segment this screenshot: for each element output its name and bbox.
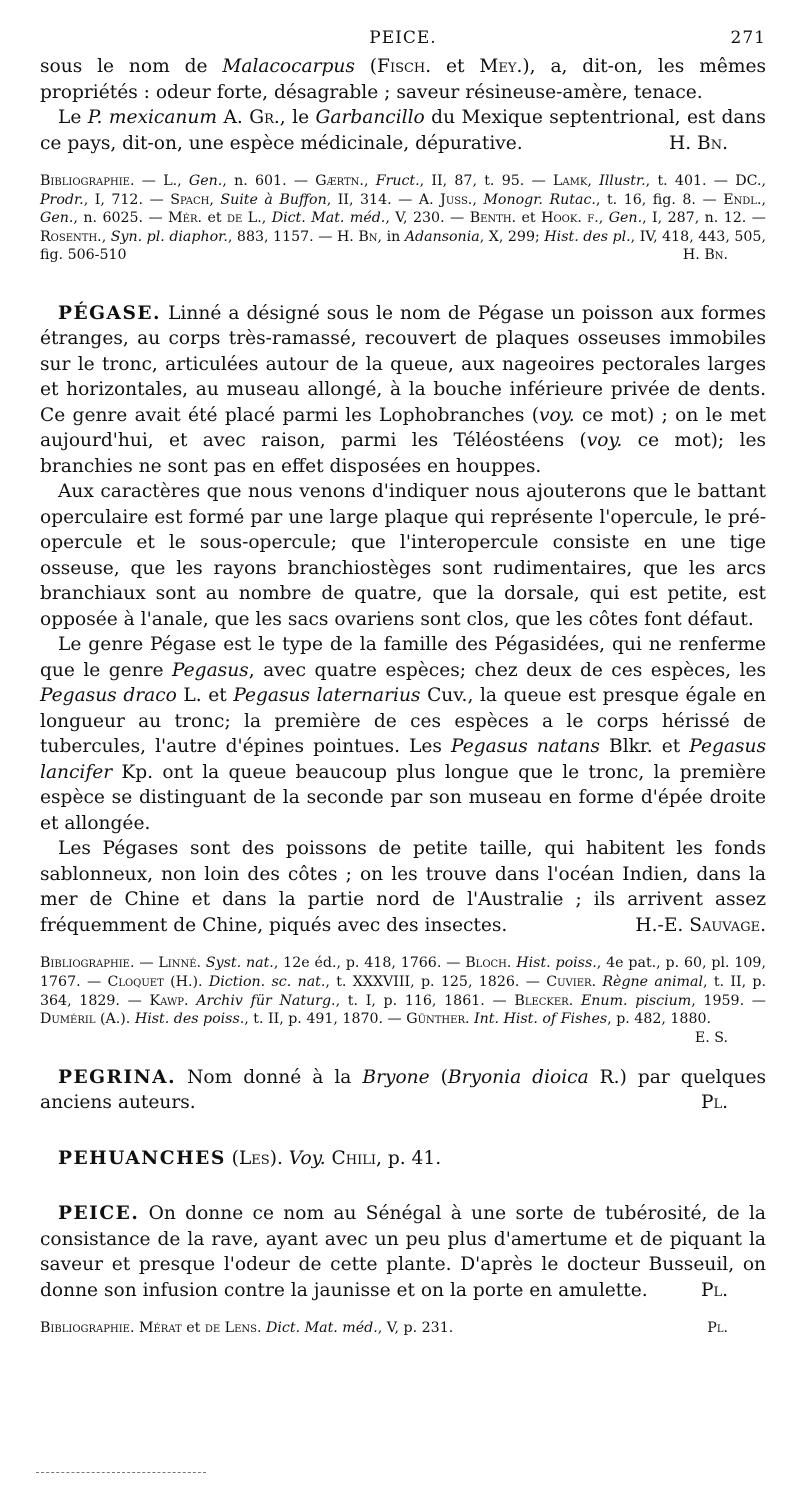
running-head — [40, 28, 766, 54]
pegase-paragraph-2: Aux caractères que nous venons d'indiquer nous ajouterons que le battant operculaire est formé par une large plaque qui représente l'opercule, le pré-opercule et le sous-opercule; que l'interopercule consiste en une tige osseuse, que les rayons branchiostèges sont rudimentaires, que les arcs branchiaux sont au nombre de quatre, que la dorsale, qui est petite, est opposée à l'anale, que les sacs ovariens sont clos, que les côtes font défaut. — [40, 481, 766, 630]
footer-rule — [36, 1472, 206, 1473]
entry-headword: PEGRINA. — [58, 1066, 177, 1088]
page-number: 271 — [730, 28, 766, 48]
pehuanches-entry: PEHUANCHES (Les). Voy. Chili, p. 41. — [58, 1147, 442, 1169]
author-signature: Pl. — [700, 1092, 728, 1114]
pegase-paragraph-4: Les Pégases sont des poissons de petite taille, qui habitent les fonds sablonneux, non loin des côtes ; on les trouve dans l'océan Indien, dans la mer de Chine et dans la partie nord de l'Australie ; ils arrivent assez fréquemment de Chine, piqués avec des insectes. H.-E. Sauvage. — [40, 836, 766, 938]
pegase-bibliography: Bibliographie. — Linné. Syst. nat., 12e éd., p. 418, 1766. — Bloch. Hist. poiss., 4e pat., p. 60, pl. 109, 1767. — Cloquet (H.). Diction. sc. nat., t. XXXVIII, p. 125, 1826. — Cuvier. Règne animal, t. II, p. 364, 1829. — Kawp. Archiv für Naturg., t. I, p. 116, 1861. — Blecker. Enum. piscium, 1959. — Duméril (A.). Hist. des poiss., t. II, p. 491, 1870. — Günther. Int. Hist. of Fishes, p. 482, 1880. E. S. — [40, 955, 766, 1046]
page — [40, 28, 766, 1338]
entry-headword: PÉGASE. — [58, 302, 162, 324]
peice-bibliography-final: Bibliographie. Mérat et de Lens. Dict. Mat. méd., V, p. 231. Pl. — [40, 1320, 728, 1337]
entry-headword: PEHUANCHES — [58, 1147, 226, 1169]
peice-bibliography: Bibliographie. — L., Gen., n. 601. — Gærtn., Fruct., II, 87, t. 95. — Lamk, Illustr., t. 401. — DC., Prodr., I, 712. — Spach, Suite à Buffon, II, 314. — A. Juss., Monogr. Rutac., t. 16, fig. 8. — Endl., Gen., n. 6025. — Mér. et de L., Dict. Mat. méd., V, 230. — Benth. et Hook. f., Gen., I, 287, n. 12. — Rosenth., Syn. pl. diaphor., 883, 1157. — H. Bn, in Adansonia, X, 299; Hist. des pl., IV, 418, 443, 505, fig. 506-510 H. Bn. — [40, 173, 766, 264]
author-signature: H. Bn. — [669, 132, 728, 154]
author-signature: H. Bn. — [682, 247, 728, 264]
pegrina-entry: PEGRINA. Nom donné à la Bryone (Bryonia dioica R.) par quelques anciens auteurs. Pl. — [40, 1065, 766, 1116]
peice-continued-paragraph: sous le nom de Malacocarpus (Fisch. et Mey.), a, dit-on, les mêmes propriétés : odeur forte, désagrable ; saveur résineuse-amère, tenace. — [40, 56, 767, 103]
author-signature: Pl. — [707, 1320, 728, 1337]
author-signature: E. S. — [694, 1029, 728, 1046]
pegase-paragraph-3: Le genre Pégase est le type de la famille des Pégasidées, qui ne renferme que le genre Pegasus, avec quatre espèces; chez deux de ces espèces, les Pegasus draco L. et Pegasus laternarius Cuv., la queue est presque égale en longueur au tronc; la première de ces espèces a le corps hérissé de tubercules, l'autre d'épines pointues. Les Pegasus natans Blkr. et Pegasus lancifer Kp. ont la queue beaucoup plus longue que le tronc, la première espèce se distinguant de la seconde par son museau en forme d'épée droite et allongée. — [40, 634, 766, 834]
pegase-paragraph-1: PÉGASE. Linné a désigné sous le nom de Pégase un poisson aux formes étranges, au corps très-ramassé, recouvert de plaques osseuses immobiles sur le tronc, articulées autour de la queue, aux nageoires pectorales larges et horizontales, au museau allongé, à la bouche inférieure privée de dents. Ce genre avait été placé parmi les Lophobranches (voy. ce mot) ; on le met aujourd'hui, et avec raison, parmi les Téléostéens (voy. ce mot); les branchies ne sont pas en effet disposées en houppes. — [40, 302, 766, 477]
entry-headword: PEICE. — [58, 1203, 140, 1225]
peice-mexicanum-paragraph: Le P. mexicanum A. Gr., le Garbancillo du Mexique septentrional, est dans ce pays, dit-on, une espèce médicinale, dépurative. H. Bn. — [40, 105, 766, 156]
author-signature: H.-E. Sauvage. — [635, 914, 766, 936]
running-title: PEICE. — [369, 28, 437, 48]
author-signature: Pl. — [700, 1279, 728, 1301]
peice-entry: PEICE. On donne ce nom au Sénégal à une sorte de tubérosité, de la consistance de la rave, ayant avec un peu plus d'amertume et de piquant la saveur et presque l'odeur de cette plante. D'après le docteur Busseuil, on donne son infusion contre la jaunisse et on la porte en amulette. Pl. — [40, 1201, 766, 1303]
